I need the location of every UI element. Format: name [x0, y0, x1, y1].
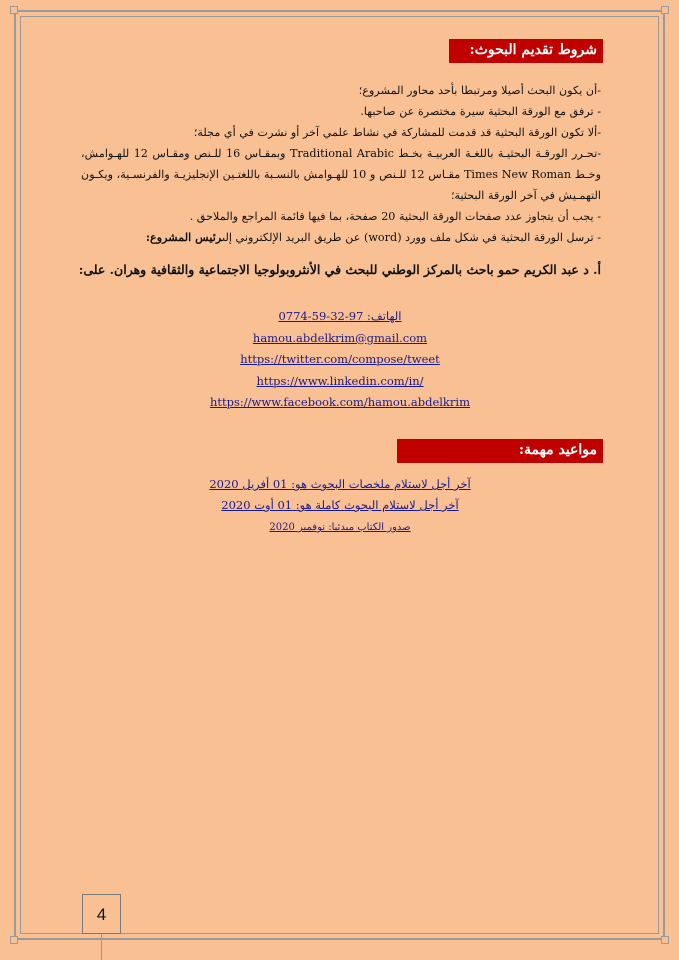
corner-ornament — [10, 936, 18, 944]
condition-item: - يجب أن يتجاوز عدد صفحات الورقة البحثية 20 صفحة، بما فيها قائمة المراجع والملاحق . — [189, 210, 601, 223]
page-number: 4 — [82, 894, 121, 934]
corner-ornament — [661, 6, 669, 14]
important-dates-list — [90, 474, 590, 538]
important-dates-heading: مواعيد مهمة: — [397, 439, 603, 463]
submission-conditions-list — [81, 80, 601, 248]
condition-item — [81, 227, 601, 248]
date-item: صدور الكتاب مبدئيا: نوفمبر 2020 — [269, 522, 411, 533]
contact-links — [90, 306, 590, 414]
email-link[interactable]: hamou.abdelkrim@gmail.com — [252, 330, 428, 345]
project-head-label: رئيس المشروع: — [145, 230, 223, 244]
page-number-connector — [101, 934, 102, 960]
condition-send-text: - ترسل الورقة البحثية في شكل ملف وورد (word) عن طريق البريد الإلكتروني إلى — [222, 231, 601, 244]
phone-link[interactable]: الهاتف: 97-32-59-0774 — [278, 309, 402, 323]
facebook-link[interactable]: https://www.facebook.com/hamou.abdelkrim — [210, 395, 470, 409]
condition-item: -أن يكون البحث أصيلا ومرتبطا بأحد محاور المشروع؛ — [358, 84, 601, 97]
date-item: آخر أجل لاستلام ملخصات البحوث هو: 01 أفريل 2020 — [209, 477, 471, 491]
condition-item: -ألا تكون الورقة البحثية قد قدمت للمشاركة في نشاط علمي آخر أو نشرت في أي مجلة؛ — [193, 126, 601, 139]
twitter-link[interactable]: https://twitter.com/compose/tweet — [240, 352, 440, 366]
condition-item: - ترفق مع الورقة البحثية سيرة مختصرة عن صاحبها. — [360, 105, 601, 118]
date-item: آخر أجل لاستلام البحوث كاملة هو: 01 أوت 2020 — [221, 498, 459, 512]
corner-ornament — [10, 6, 18, 14]
corner-ornament — [661, 936, 669, 944]
condition-item: -تحـرر الورقـة البحثيـة باللغـة العربيـة بخـط Traditional Arabic وبمقـاس 16 للـنص ومقـاس 12 للهـوامش، وخـط Times New Roman مقـاس 12 للـنص و 10 للهـوامش بالنسـبة باللغتـين الإنجليزيـة والفرنسـية، ويكـون التهمـيش في آخر الورقة البحثية؛ — [81, 147, 602, 202]
submission-conditions-heading: شروط تقديم البحوث: — [449, 39, 603, 63]
contact-person-heading: أ. د عبد الكريم حمو باحث بالمركز الوطني للبحث في الأنثروبولوجيا الاجتماعية والثقافية وهران. على: — [78, 262, 601, 277]
linkedin-link[interactable]: https://www.linkedin.com/in/ — [256, 373, 424, 388]
